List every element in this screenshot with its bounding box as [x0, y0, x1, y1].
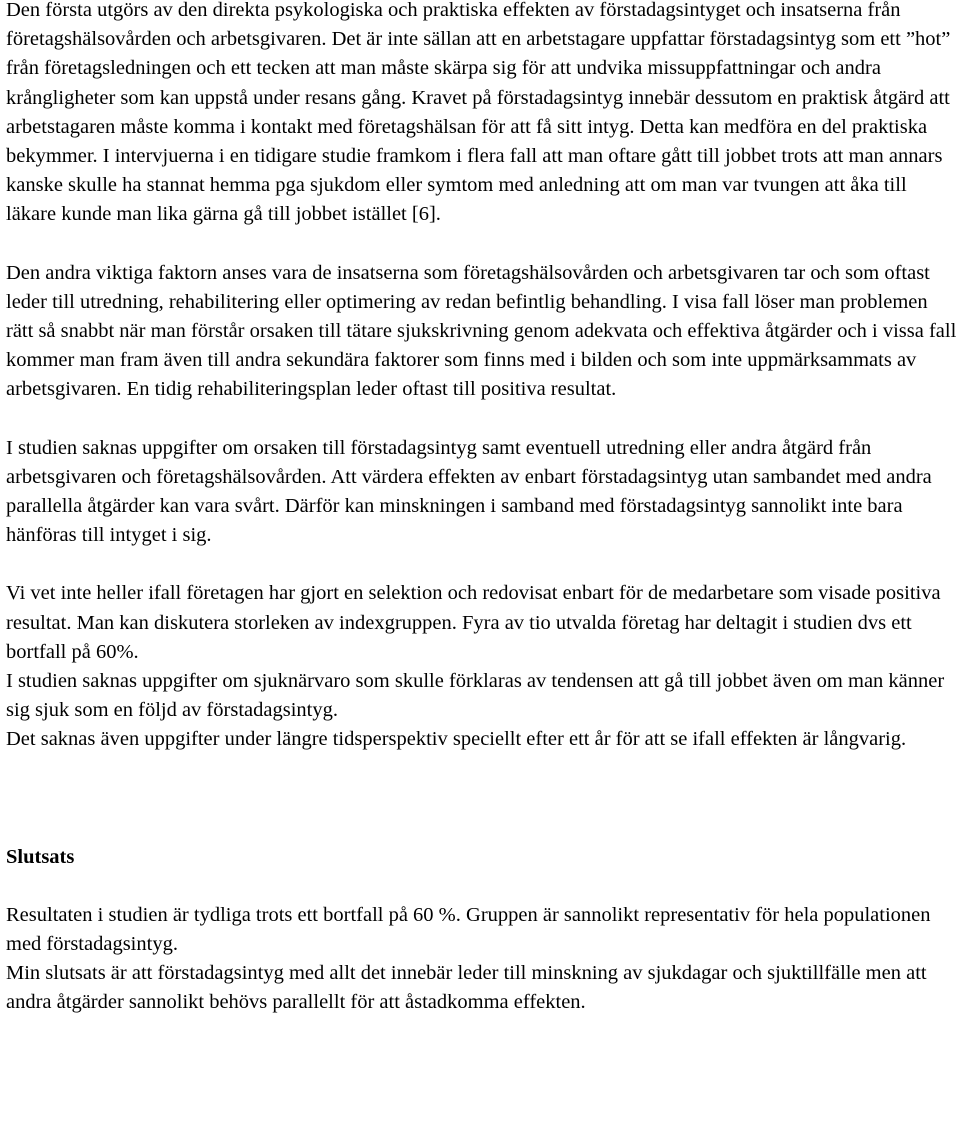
paragraph-spacer — [6, 230, 958, 259]
paragraph-results: Resultaten i studien är tydliga trots ett bortfall på 60 %. Gruppen är sannolikt representativ för hela populationen med förstadagsintyg. — [6, 903, 931, 956]
paragraph-spacer — [6, 872, 958, 901]
paragraph-long-term: Det saknas även uppgifter under längre tidsperspektiv speciellt efter ett år för att se ifall effekten är långvarig. — [6, 728, 907, 751]
section-heading: Slutsats — [6, 845, 75, 868]
paragraph-effects: Den första utgörs av den direkta psykologiska och praktiska effekten av förstadagsintyget och insatserna från företagshälsovården och arbetsgivaren. Det är inte sällan att en arbetstagare uppfattar förstadagsintyg som ett ”hot” från företagsledningen och ett tecken att man måste skärpa sig för att undvika missuppfattningar och andra krångligheter som kan uppstå under resans gång. Kravet på förstadagsintyg innebär dessutom en praktisk åtgärd att arbetstagaren måste komma i kontakt med företagshälsan för att få sitt intyg. Detta kan medföra en del praktiska bekymmer. I intervjuerna i en tidigare studie framkom i flera fall att man oftare gått till jobbet trots att man annars kanske skulle ha stannat hemma pga sjukdom eller symtom med anledning att om man var tvungen att åka till läkare kunde man lika gärna gå till jobbet istället [6]. — [6, 0, 951, 226]
paragraph-missing-data: I studien saknas uppgifter om orsaken till förstadagsintyg samt eventuell utredning eller andra åtgärd från arbetsgivaren och företagshälsovården. Att värdera effekten av enbart förstadagsintyg utan sambandet med andra parallella åtgärder kan vara svårt. Därför kan minskningen i samband med förstadagsintyg sannolikt inte bara hänföras till intyget i sig. — [6, 436, 932, 547]
document-page — [6, 0, 958, 1018]
paragraph-spacer — [6, 405, 958, 434]
paragraph-second-factor: Den andra viktiga faktorn anses vara de insatserna som företagshälsovården och arbetsgivaren tar och som oftast leder till utredning, rehabilitering eller optimering av redan befintlig behandling. I visa fall löser man problemen rätt så snabbt när man förstår orsaken till tätare sjukskrivning genom adekvata och effektiva åtgärder och i vissa fall kommer man fram även till andra sekundära faktorer som finns med i bilden och som inte uppmärksammats av arbetsgivaren. En tidig rehabiliteringsplan leder oftast till positiva resultat. — [6, 261, 957, 401]
section-spacer — [6, 755, 958, 843]
paragraph-selection: Vi vet inte heller ifall företagen har gjort en selektion och redovisat enbart för de medarbetare som visade positiva resultat. Man kan diskutera storleken av indexgruppen. Fyra av tio utvalda företag har deltagit i studien dvs ett bortfall på 60%. — [6, 582, 941, 663]
paragraph-spacer — [6, 550, 958, 579]
paragraph-conclusion: Min slutsats är att förstadagsintyg med allt det innebär leder till minskning av sjukdagar och sjuktillfälle men att andra åtgärder sannolikt behövs parallellt för att åstadkomma effekten. — [6, 962, 927, 1014]
paragraph-presenteeism: I studien saknas uppgifter om sjuknärvaro som skulle förklaras av tendensen att gå till jobbet även om man känner sig sjuk som en följd av förstadagsintyg. — [6, 670, 945, 722]
